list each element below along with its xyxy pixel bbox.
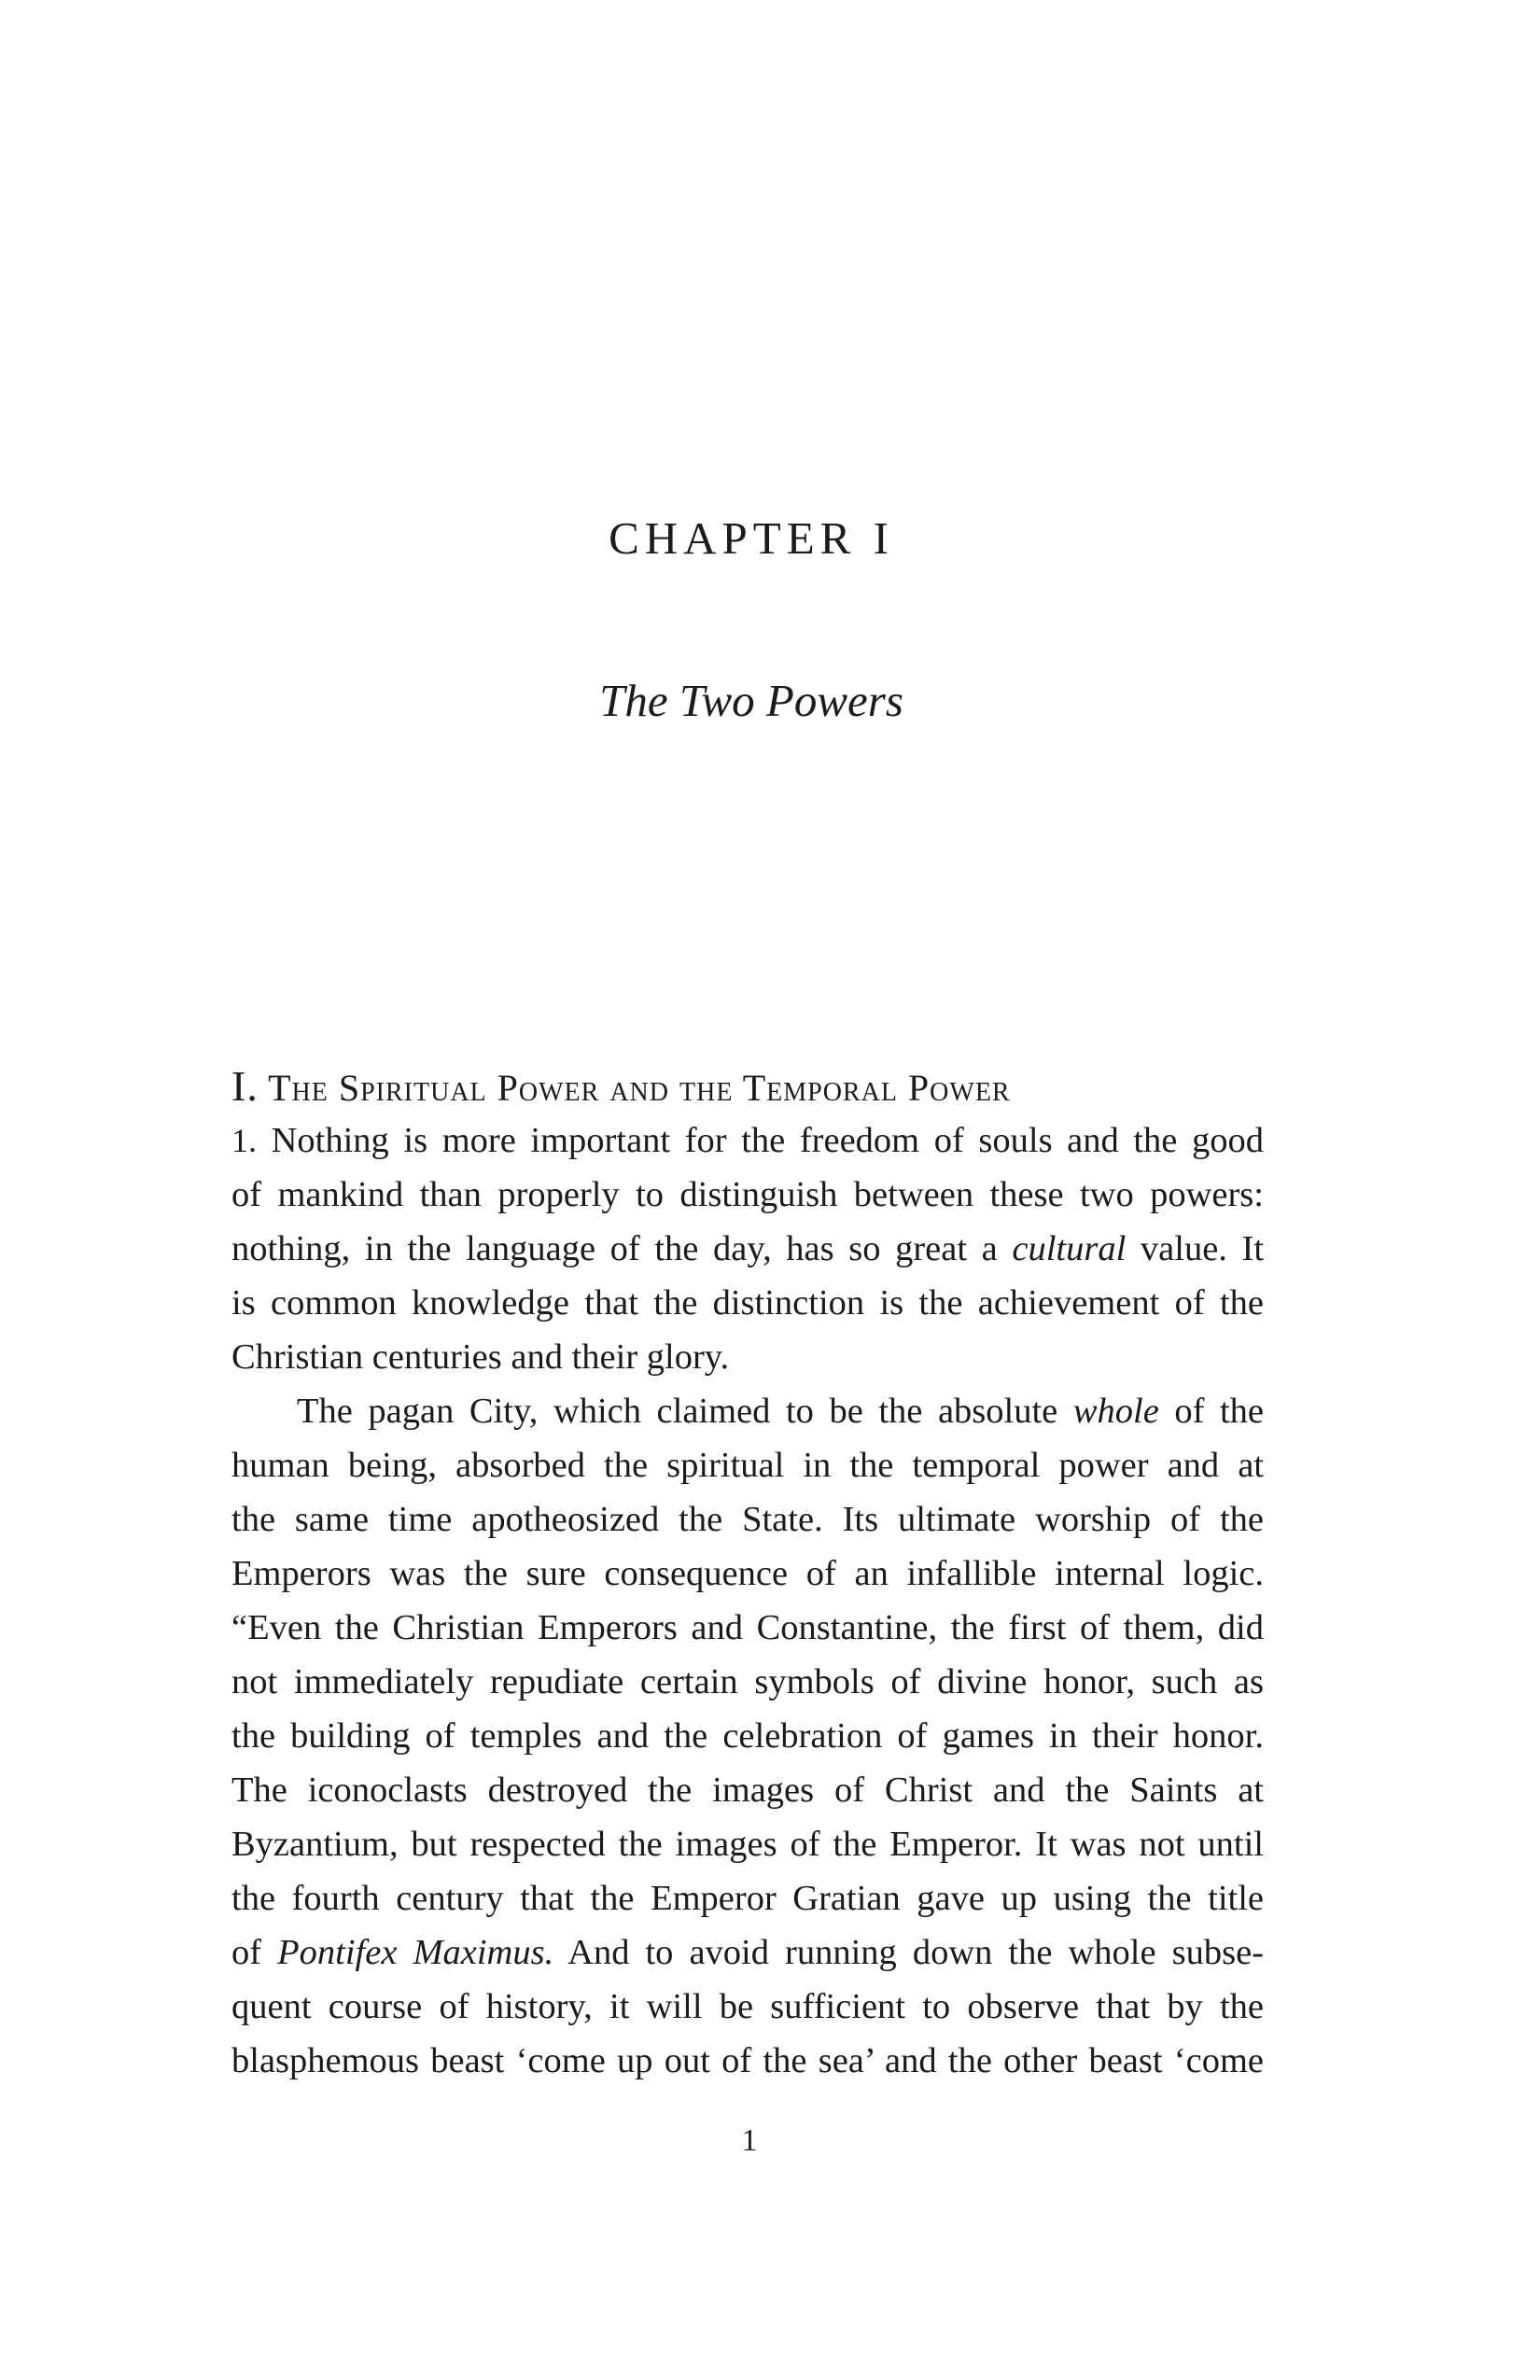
chapter-label: CHAPTER I <box>609 512 894 564</box>
text-line: quent course of history, it will be sufficient to observe that by the <box>231 1987 1264 2026</box>
emphasis: whole <box>1072 1392 1159 1431</box>
text-line <box>231 1384 1264 1438</box>
text-line-content: nothing, in the language of the day, has so great a <box>231 1229 998 1268</box>
text-line: The iconoclasts destroyed the images of Christ and the Saints at <box>231 1771 1264 1810</box>
text-line-content: The pagan City, which claimed to be the absolute <box>297 1392 1058 1431</box>
text-line: of mankind than properly to distinguish between these two powers: <box>231 1175 1264 1214</box>
text-line: the fourth century that the Emperor Gratian gave up using the title <box>231 1879 1264 1918</box>
text-line: Christian centuries and their glory. <box>231 1337 730 1377</box>
text-line-content: And to avoid running down the whole subse- <box>567 1933 1264 1972</box>
text-line-content: value. It <box>1140 1229 1265 1268</box>
paragraph-2 <box>231 1384 1264 2088</box>
text-line: the same time apotheosized the State. Its ultimate worship of the <box>231 1500 1264 1539</box>
text-line: the building of temples and the celebration of games in their honor. <box>231 1716 1264 1756</box>
emphasis: Pontifex Maximus. <box>277 1933 554 1972</box>
text-line: “Even the Christian Emperors and Constantine, the first of them, did <box>231 1608 1264 1647</box>
text-line: not immediately repudiate certain symbols of divine honor, such as <box>231 1662 1264 1701</box>
text-line <box>231 1925 1264 1980</box>
section-heading <box>231 1059 1264 1113</box>
text-line-content: of the <box>1174 1392 1265 1431</box>
page-number: 1 <box>741 2123 758 2158</box>
text-line <box>231 1222 1264 1276</box>
text-line: is common knowledge that the distinction is the achievement of the <box>231 1283 1264 1323</box>
text-line-content: of <box>231 1933 262 1972</box>
text-line: Emperors was the sure consequence of an infallible internal logic. <box>231 1554 1264 1593</box>
chapter-title: The Two Powers <box>599 675 903 726</box>
text-line <box>231 1113 1264 1168</box>
text-line-content: Nothing is more important for the freedom of souls and the good <box>271 1121 1264 1160</box>
text-line: blasphemous beast ‘come up out of the sea’ and the other beast ‘come <box>231 2041 1264 2080</box>
section-title: The Spiritual Power and the Temporal Power <box>268 1067 1011 1109</box>
emphasis: cultural <box>1012 1229 1127 1268</box>
text-line: human being, absorbed the spiritual in the temporal power and at <box>231 1446 1264 1485</box>
paragraph-1 <box>231 1113 1264 1384</box>
body-text <box>231 1059 1264 2088</box>
text-line: Byzantium, but respected the images of the Emperor. It was not until <box>231 1825 1264 1864</box>
section-number: I. <box>231 1062 259 1110</box>
paragraph-number: 1. <box>231 1122 257 1159</box>
